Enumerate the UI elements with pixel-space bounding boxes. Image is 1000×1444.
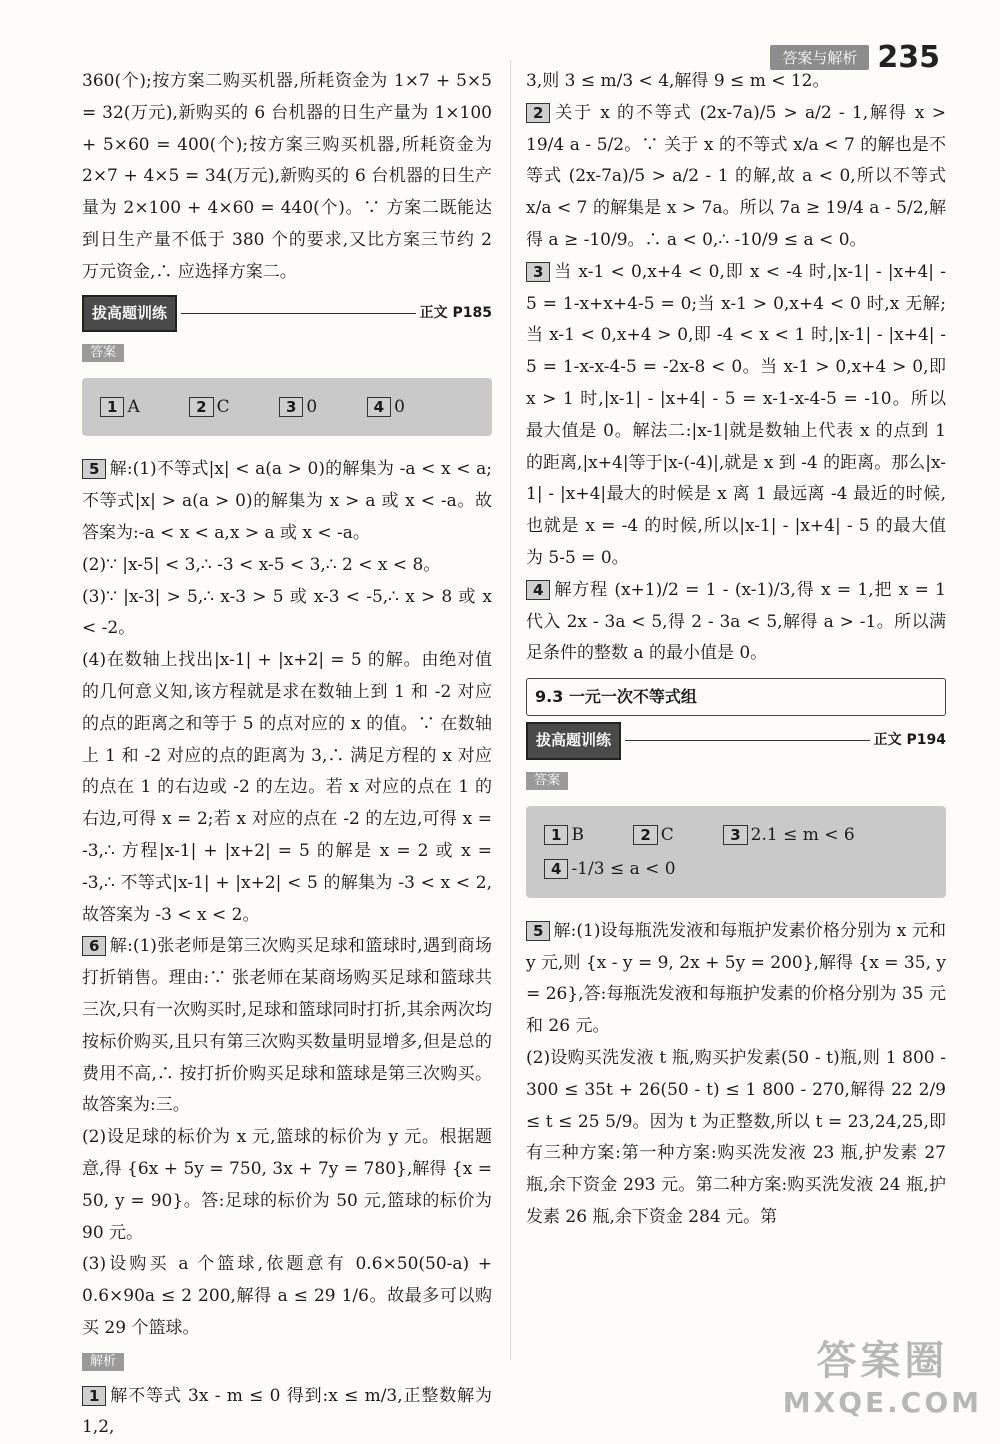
explanation-2 bbox=[526, 98, 946, 257]
question-number: 2 bbox=[633, 825, 657, 845]
answer-item bbox=[633, 825, 673, 845]
answer-item bbox=[367, 397, 405, 417]
practice-band-label: 拔高题训练 bbox=[526, 722, 621, 760]
answer-value: 2.1 ≤ m < 6 bbox=[750, 824, 855, 845]
practice-band-ref: 正文 P194 bbox=[873, 731, 946, 748]
question-number: 3 bbox=[526, 262, 550, 282]
answer-box bbox=[82, 378, 492, 436]
explanation-1-continued: 3,则 3 ≤ m/3 < 4,解得 9 ≤ m < 12。 bbox=[526, 71, 830, 91]
question-number: 6 bbox=[82, 936, 106, 956]
answer-value: -1/3 ≤ a < 0 bbox=[571, 858, 676, 879]
solution-5 bbox=[526, 916, 946, 1043]
answer-value: 0 bbox=[306, 397, 318, 418]
question-number: 5 bbox=[526, 921, 550, 941]
question-number: 1 bbox=[544, 825, 568, 845]
solution-6 bbox=[82, 931, 492, 1122]
practice-band-ref: 正文 P185 bbox=[419, 304, 492, 321]
answer-tag: 答案 bbox=[526, 772, 568, 790]
left-column bbox=[82, 66, 492, 1444]
answer-item bbox=[100, 397, 140, 417]
explanation-text: 解不等式 3x - m ≤ 0 得到:x ≤ m/3,正整数解为 1,2, bbox=[82, 1385, 492, 1438]
answer-item bbox=[279, 397, 317, 417]
practice-band bbox=[526, 722, 946, 760]
question-number: 4 bbox=[526, 580, 550, 600]
solution-line: (3)设购买 a 个篮球,依题意有 0.6×50(50-a) + 0.6×90a ≤ 2 200,解得 a ≤ 29 1/6。故最多可以购买 29 个篮球。 bbox=[82, 1254, 492, 1338]
question-number: 5 bbox=[82, 459, 106, 479]
explanation-tag: 解析 bbox=[82, 1353, 124, 1371]
practice-band-label: 拔高题训练 bbox=[82, 295, 177, 333]
arrow-line bbox=[625, 740, 870, 741]
question-number: 3 bbox=[723, 825, 747, 845]
page-number: 235 bbox=[877, 40, 940, 75]
question-number: 2 bbox=[526, 103, 550, 123]
watermark-url: MXQE.COM bbox=[782, 1386, 982, 1419]
answer-item bbox=[189, 397, 229, 417]
practice-band bbox=[82, 295, 492, 333]
answer-value: 0 bbox=[394, 397, 405, 418]
solution-line: (3)∵ |x-3| > 5,∴ x-3 > 5 或 x-3 < -5,∴ x > 8 或 x < -2。 bbox=[82, 586, 492, 639]
explanation-text: 解方程 (x+1)/2 = 1 - (x-1)/3,得 x = 1,把 x = 1 代入 2x - 3a < 5,得 2 - 3a < 5,解得 a > -1。所以满足条件的整数 a 的最小值是 0。 bbox=[526, 579, 946, 664]
solution-text: 解:(1)张老师是第三次购买足球和篮球时,遇到商场打折销售。理由:∵ 张老师在某商场购买足球和篮球共三次,只有一次购买时,足球和篮球同时打折,其余两次均按标价购买,且只有第三次购买数量明显增多,但是总的费用不高,∴ 按打折价购买足球和篮球是第三次购买。故答案为:三。 bbox=[82, 936, 492, 1116]
solution-line: (2)设足球的标价为 x 元,篮球的标价为 y 元。根据题意,得 {6x + 5y = 750, 3x + 7y = 780},解得 {x = 50, y = 90}。答:足球的标价为 50 元,篮球的标价为 90 元。 bbox=[82, 1127, 492, 1243]
explanation-3 bbox=[526, 257, 946, 575]
solution-line: (2)设购买洗发液 t 瓶,购买护发素(50 - t)瓶,则 1 800 - 300 ≤ 35t + 26(50 - t) ≤ 1 800 - 270,解得 22 2/9 ≤ t ≤ 25 5/9。因为 t 为正整数,所以 t = 23,24,25,即有三种方案:第一种方案:购买洗发液 23 瓶,护发素 27 瓶,余下资金 293 元。第二种方案:购买洗发液 24 瓶,护发素 26 瓶,余下资金 284 元。第 bbox=[526, 1047, 946, 1227]
paragraph-continued: 360(个);按方案二购买机器,所耗资金为 1×7 + 5×5 = 32(万元),新购买的 6 台机器的日生产量为 1×100 + 5×60 = 400(个);按方案三购买机器,所耗资金为 2×7 + 4×5 = 34(万元),新购买的 6 台机器的日生产量为 2×100 + 4×60 = 440(个)。∵ 方案二既能达到日生产量不低于 380 个的要求,又比方案三节约 2 万元资金,∴ 应选择方案二。 bbox=[82, 71, 492, 282]
answer-box bbox=[526, 806, 946, 898]
answer-item bbox=[723, 825, 855, 845]
section-badge: 答案与解析 bbox=[770, 45, 869, 70]
answer-value: A bbox=[127, 397, 140, 418]
right-column bbox=[526, 66, 946, 1234]
answer-value: C bbox=[660, 824, 674, 845]
explanation-1 bbox=[82, 1381, 492, 1444]
answer-tag: 答案 bbox=[82, 344, 124, 362]
explanation-text: 当 x-1 < 0,x+4 < 0,即 x < -4 时,|x-1| - |x+4| - 5 = 1-x+x+4-5 = 0;当 x-1 > 0,x+4 < 0 时,x 无解;当 x-1 < 0,x+4 > 0,即 -4 < x < 1 时,|x-1| - |x+4| - 5 = 1-x-x-4-5 = -2x-8 < 0。当 x-1 > 0,x+4 > 0,即 x > 1 时,|x-1| - |x+4| - 5 = x-1-x-4-5 = -10。所以最大值是 0。解法二:|x-1|就是数轴上代表 x 的点到 1 的距离,|x+4|等于|x-(-4)|,就是 x 到 -4 的距离。那么|x-1| - |x+4|最大的时候是 x 离 1 最远离 -4 最近的时候,也就是 x = -4 的时候,所以|x-1| - |x+4| - 5 的最大值为 5-5 = 0。 bbox=[526, 261, 946, 568]
column-divider bbox=[510, 60, 511, 1360]
solution-line: (4)在数轴上找出|x-1| + |x+2| = 5 的解。由绝对值的几何意义知,该方程就是求在数轴上到 1 和 -2 对应的点的距离之和等于 5 的点对应的 x 的值。∵ 在数轴上 1 和 -2 对应的点的距离为 3,∴ 满足方程的 x 对应的点在 1 的右边或 -2 的左边。若 x 对应的点在 1 的右边,可得 x = 2;若 x 对应的点在 -2 的左边,可得 x = -3,∴ 方程|x-1| + |x+2| = 5 的解是 x = 2 或 x = -3,∴ 不等式|x-1| + |x+2| < 5 的解集为 -3 < x < 2,故答案为 -3 < x < 2。 bbox=[82, 650, 492, 925]
explanation-4 bbox=[526, 575, 946, 670]
solution-text: 解:(1)不等式|x| < a(a > 0)的解集为 -a < x < a;不等式|x| > a(a > 0)的解集为 x > a 或 x < -a。故答案为:-a < x < a,x > a 或 x < -a。 bbox=[82, 459, 492, 543]
explanation-text: 关于 x 的不等式 (2x-7a)/5 > a/2 - 1,解得 x > 19/4 a - 5/2。∵ 关于 x 的不等式 x/a < 7 的解也是不等式 (2x-7a)/5 > a/2 - 1 的解,故 a < 0,所以不等式 x/a < 7 的解集是 x > 7a。所以 7a ≥ 19/4 a - 5/2,解得 a ≥ -10/9。∴ a < 0,∴ -10/9 ≤ a < 0。 bbox=[526, 102, 946, 250]
watermark-logo-text: 答案圈 bbox=[816, 1338, 949, 1384]
answer-item bbox=[544, 859, 676, 879]
question-number: 1 bbox=[82, 1386, 106, 1406]
answer-value: C bbox=[216, 397, 230, 418]
solution-5 bbox=[82, 454, 492, 549]
question-number: 2 bbox=[189, 397, 213, 417]
arrow-line bbox=[181, 313, 416, 314]
answer-item bbox=[544, 825, 584, 845]
answer-value: B bbox=[571, 824, 584, 845]
question-number: 4 bbox=[544, 859, 568, 879]
site-watermark bbox=[783, 1329, 982, 1419]
question-number: 1 bbox=[100, 397, 124, 417]
solution-line: (2)∵ |x-5| < 3,∴ -3 < x-5 < 3,∴ 2 < x < 8。 bbox=[82, 554, 441, 575]
section-title: 9.3 一元一次不等式组 bbox=[526, 678, 946, 716]
question-number: 4 bbox=[367, 397, 391, 417]
solution-text: 解:(1)设每瓶洗发液和每瓶护发素价格分别为 x 元和 y 元,则 {x - y = 9, 2x + 5y = 200},解得 {x = 35, y = 26},答:每瓶洗发液和每瓶护发素的价格分别为 35 元和 26 元。 bbox=[526, 920, 946, 1037]
question-number: 3 bbox=[279, 397, 303, 417]
